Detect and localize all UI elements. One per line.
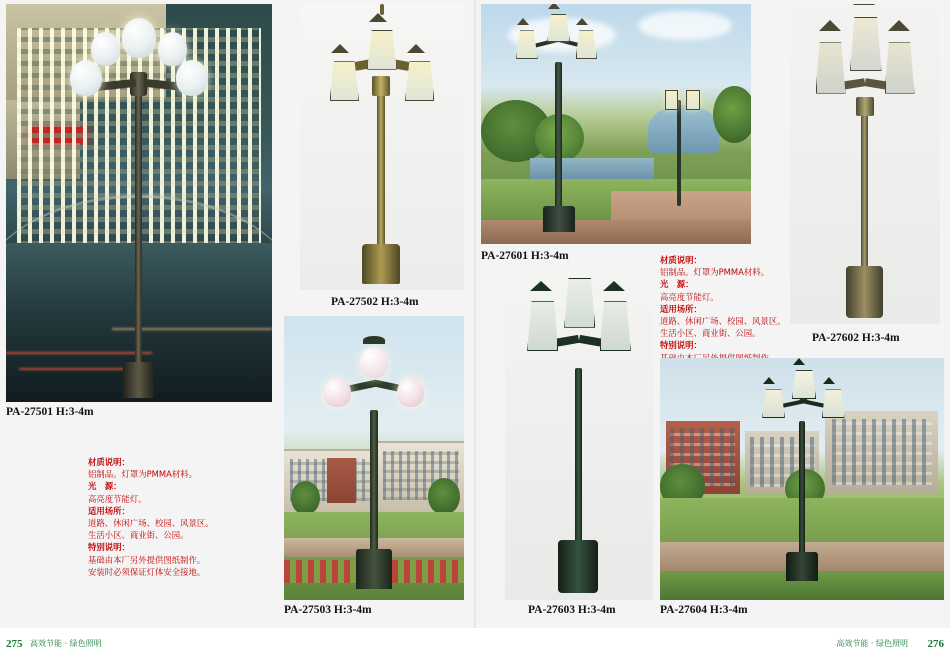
product-photo-pa-27503 bbox=[284, 316, 464, 600]
product-photo-pa-27601 bbox=[481, 4, 751, 244]
product-caption-pa-27502: PA-27502 H:3-4m bbox=[331, 296, 419, 308]
spec-right-usage-line1: 道路、休闲广场、校园、风景区。 bbox=[660, 315, 786, 326]
spec-left-material-title: 材质说明： bbox=[88, 457, 130, 467]
product-caption-pa-27601: PA-27601 H:3-4m bbox=[481, 250, 569, 262]
page-number-left: 275 bbox=[6, 638, 23, 650]
spec-left-note-title: 特别说明： bbox=[88, 542, 130, 553]
product-caption-pa-27603: PA-27603 H:3-4m bbox=[528, 604, 616, 616]
spec-right-light-line1: 高亮度节能灯。 bbox=[660, 291, 719, 302]
spec-right-usage-title: 适用场所： bbox=[660, 303, 702, 314]
spec-left-light-line1: 高亮度节能灯。 bbox=[88, 493, 147, 504]
product-caption-pa-27503: PA-27503 H:3-4m bbox=[284, 604, 372, 616]
product-photo-pa-27604 bbox=[660, 358, 944, 600]
spec-right-material-title: 材质说明： bbox=[660, 255, 702, 265]
product-photo-pa-27502 bbox=[300, 4, 464, 290]
page-spine bbox=[474, 0, 476, 628]
footer-text-right: 高效节能 · 绿色照明 bbox=[836, 639, 908, 648]
product-caption-pa-27604: PA-27604 H:3-4m bbox=[660, 604, 748, 616]
spec-right-material-line1: 铝制品。灯罩为PMMA材料。 bbox=[660, 267, 769, 278]
spec-left-material-line1: 铝制品。灯罩为PMMA材料。 bbox=[88, 469, 197, 480]
product-photo-pa-27501 bbox=[6, 4, 272, 402]
spec-left-note-line2: 安装时必须保证灯体安全接地。 bbox=[88, 566, 206, 577]
product-caption-pa-27501: PA-27501 H:3-4m bbox=[6, 406, 94, 418]
spec-left-usage-line2: 生活小区、商业街、公园。 bbox=[88, 530, 189, 541]
product-caption-pa-27602: PA-27602 H:3-4m bbox=[812, 332, 900, 344]
spec-left-light-title: 光 源： bbox=[88, 481, 122, 492]
spec-left-note-line1: 基础由本厂另外提供图纸制作。 bbox=[88, 554, 206, 565]
footer-bar bbox=[0, 628, 950, 656]
page-number-right: 276 bbox=[927, 638, 944, 650]
spec-left-usage-line1: 道路、休闲广场、校园、风景区。 bbox=[88, 517, 214, 528]
spec-right-light-title: 光 源： bbox=[660, 279, 694, 290]
product-photo-pa-27602 bbox=[790, 4, 940, 324]
spec-right-usage-line2: 生活小区、商业街、公园。 bbox=[660, 328, 761, 339]
spec-right-note-title: 特别说明： bbox=[660, 340, 702, 351]
footer-text-left: 高效节能 · 绿色照明 bbox=[30, 639, 102, 648]
product-photo-pa-27603 bbox=[505, 268, 653, 600]
spec-block-left bbox=[88, 456, 238, 578]
spec-left-usage-title: 适用场所： bbox=[88, 505, 130, 516]
